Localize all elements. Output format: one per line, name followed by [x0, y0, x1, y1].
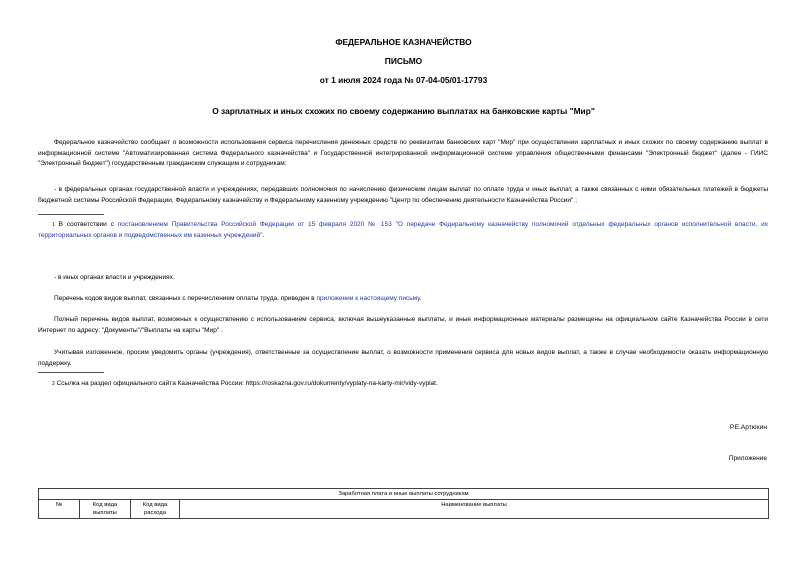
paragraph-appendix-ref: [38, 294, 768, 305]
government-decree-link[interactable]: постановлением Правительства Российской Федерации от 15 февраля 2020 № 153 "О передаче Федеральному казначейству полномочий отдельных федеральных органов исполнительной власти, их территориальных органов и подведомственных им казенных учреждений": [38, 221, 768, 239]
appendix-table: [38, 488, 769, 519]
paragraph-federal-bodies: - в федеральных органах государственной власти и учреждениях, передавших полномочия по начислению физическим лицам выплат по оплате труда и иных выплат, а также связанных с ними обязательных платежей в бюджеты бюджетной системы Российской Федерации, Федеральному казначейству и Федеральному казенному учреждению "Центр по обеспечению деятельности Казначейства России" ;: [38, 186, 768, 204]
paragraph-intro: Федеральное казначейство сообщает о возможности использования сервиса перечисления денежных средств по реквизитам банковских карт "Мир" при осуществлении зарплатных и иных схожих по своему содержанию выплат в информационной системе "Автоматизированная система Федерального казначейства" и Государственной интегрированной информационной системе управления общественными финансами "Электронный бюджет" (далее - ГИИС "Электронный бюджет") государственным гражданским служащим и сотрудникам:: [38, 139, 768, 167]
footnote-prefix: В соответствии с: [58, 221, 114, 228]
footnote-text: Ссылка на раздел официального сайта Казначейства России: https://roskazna.gov.ru/dokumenty/vyplaty-na-karty-mir/vidy-vyplat.: [56, 380, 438, 387]
col-header-expense-code: Код вида расхода: [131, 500, 180, 519]
table-header-row: [39, 500, 769, 519]
doc-subject: О зарплатных и иных схожих по своему содержанию выплатах на банковские карты "Мир": [212, 106, 595, 116]
appendix-ref-end: .: [419, 295, 422, 302]
doc-type: ПИСЬМО: [384, 56, 423, 66]
appendix-label: Приложение: [728, 455, 767, 462]
col-header-number: №: [39, 500, 80, 519]
appendix-link[interactable]: приложении к настоящему письму: [316, 295, 420, 302]
paragraph-full-list: Полный перечень видов выплат, возможных к осуществлению с использованием сервиса, включая вышеуказанные выплаты, и иные информационные материалы размещены на официальном сайте Казначейства России в сети Интернет по адресу: "Документы"/"Выплаты на карты "Мир" .: [38, 316, 768, 334]
footnote-marker: 2: [52, 381, 55, 387]
table-group-row: [39, 489, 769, 500]
signatory-name: Р.Е.Артюхин: [729, 424, 767, 431]
col-header-payment-name: Наименование выплаты: [180, 500, 769, 519]
footnote-marker: 1: [52, 222, 55, 228]
paragraph-other-bodies: - в иных органах власти и учреждениях.: [54, 274, 175, 281]
col-header-payment-code: Код вида выплаты: [80, 500, 131, 519]
footnote-2: [52, 379, 752, 390]
appendix-ref-text: Перечень кодов видов выплат, связанных с перечислением оплаты труда, приведен в: [54, 295, 315, 302]
table-group-title: Заработная плата и иные выплаты сотрудникам: [39, 489, 769, 500]
footnote-suffix: .: [262, 231, 265, 239]
footnote-divider: [38, 372, 104, 373]
paragraph-request: Учитывая изложенное, просим уведомить органы (учреждения), ответственные за осуществление выплат, о возможности применения сервиса для новых видов выплат, а также в случае необходимости оказать информационную поддержку.: [38, 349, 768, 367]
org-title: ФЕДЕРАЛЬНОЕ КАЗНАЧЕЙСТВО: [335, 37, 472, 47]
doc-date-number: от 1 июля 2024 года № 07-04-05/01-17793: [319, 75, 488, 85]
footnote-divider: [38, 214, 104, 215]
footnote-1: [38, 220, 768, 241]
